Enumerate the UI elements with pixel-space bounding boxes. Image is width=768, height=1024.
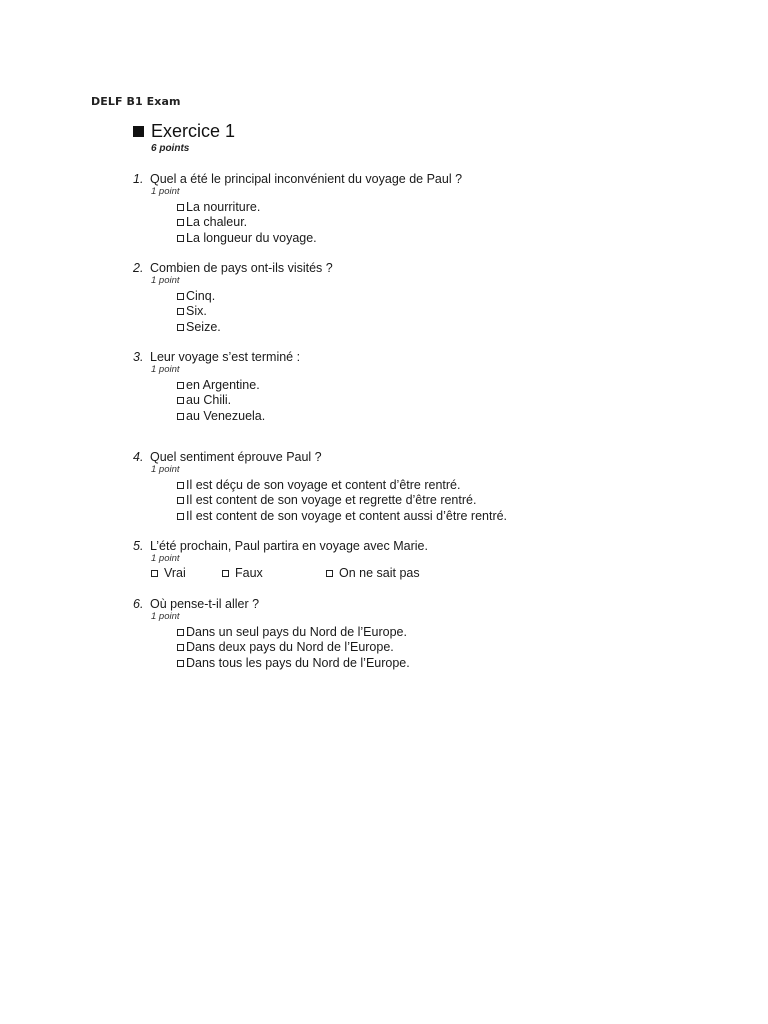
question-number: 1. <box>133 172 144 186</box>
option-label: en Argentine. <box>186 378 260 392</box>
option-label: La longueur du voyage. <box>186 230 317 245</box>
option[interactable] <box>177 625 410 640</box>
options-list <box>177 478 507 524</box>
checkbox-icon[interactable] <box>177 644 184 651</box>
option-label: Dans tous les pays du Nord de l’Europe. <box>186 655 410 670</box>
options-list <box>177 289 221 335</box>
option-label: Vrai <box>164 566 186 580</box>
option-label: Dans un seul pays du Nord de l’Europe. <box>186 625 407 639</box>
option-label: Dans deux pays du Nord de l’Europe. <box>186 640 394 655</box>
checkbox-icon[interactable] <box>177 293 184 300</box>
option-label: Il est content de son voyage et content aussi d’être rentré. <box>186 508 508 523</box>
option-label: au Venezuela. <box>186 408 266 423</box>
option[interactable] <box>177 478 507 493</box>
checkbox-icon[interactable] <box>222 570 229 577</box>
checkbox-icon[interactable] <box>177 660 184 667</box>
option-label: au Chili. <box>186 393 232 408</box>
question-text: Quel sentiment éprouve Paul ? <box>150 450 322 464</box>
question-text: Où pense-t-il aller ? <box>150 597 260 611</box>
option-label: Il est content de son voyage et regrette d’être rentré. <box>186 493 477 508</box>
question-3-line <box>133 349 300 365</box>
question-points: 1 point <box>151 275 180 286</box>
checkbox-icon[interactable] <box>177 382 184 389</box>
option[interactable] <box>177 509 507 524</box>
checkbox-icon[interactable] <box>177 497 184 504</box>
checkbox-icon[interactable] <box>177 413 184 420</box>
option[interactable] <box>177 656 410 671</box>
option-label: Il est déçu de son voyage et content d’être rentré. <box>186 478 461 492</box>
exercise-points: 6 points <box>151 143 190 154</box>
checkbox-icon[interactable] <box>177 324 184 331</box>
question-points: 1 point <box>151 611 180 622</box>
option-label: Six. <box>186 304 207 319</box>
question-5-line <box>133 538 428 554</box>
option[interactable] <box>177 304 221 319</box>
option[interactable] <box>177 320 221 335</box>
checkbox-icon[interactable] <box>177 219 184 226</box>
options-list <box>177 200 317 246</box>
checkbox-icon[interactable] <box>177 308 184 315</box>
option[interactable] <box>177 640 410 655</box>
question-text: Combien de pays ont-ils visités ? <box>150 261 333 275</box>
exercise-title <box>133 120 235 142</box>
option-label: Cinq. <box>186 289 216 303</box>
options-list <box>177 625 410 671</box>
option-label: Seize. <box>186 319 221 334</box>
exercise-title-text: Exercice 1 <box>151 121 236 141</box>
question-points: 1 point <box>151 364 180 375</box>
option[interactable] <box>177 393 265 408</box>
option[interactable] <box>177 493 507 508</box>
question-4-line <box>133 449 322 465</box>
option-vrai[interactable] <box>151 565 186 581</box>
checkbox-icon[interactable] <box>151 570 158 577</box>
option-on-ne-sait-pas[interactable] <box>326 565 420 581</box>
question-text: Leur voyage s’est terminé : <box>150 350 301 364</box>
option-label: La chaleur. <box>186 215 248 230</box>
question-points: 1 point <box>151 553 180 564</box>
options-list <box>177 378 265 424</box>
option-label: Faux <box>235 566 263 580</box>
question-points: 1 point <box>151 186 180 197</box>
checkbox-icon[interactable] <box>177 204 184 211</box>
option-label: On ne sait pas <box>339 566 420 580</box>
option-label: La nourriture. <box>186 200 261 214</box>
option[interactable] <box>177 200 317 215</box>
question-number: 6. <box>133 597 144 611</box>
document-header: DELF B1 Exam <box>91 95 181 108</box>
question-number: 2. <box>133 261 144 275</box>
question-2-line <box>133 260 333 276</box>
option[interactable] <box>177 215 317 230</box>
option[interactable] <box>177 231 317 246</box>
checkbox-icon[interactable] <box>177 235 184 242</box>
question-6-line <box>133 596 259 612</box>
option[interactable] <box>177 289 221 304</box>
question-text: L’été prochain, Paul partira en voyage avec Marie. <box>150 539 428 553</box>
bullet-square-icon <box>133 126 144 137</box>
question-points: 1 point <box>151 464 180 475</box>
option-faux[interactable] <box>222 565 263 581</box>
option[interactable] <box>177 409 265 424</box>
question-number: 4. <box>133 450 144 464</box>
question-1-line <box>133 171 462 187</box>
checkbox-icon[interactable] <box>326 570 333 577</box>
checkbox-icon[interactable] <box>177 629 184 636</box>
checkbox-icon[interactable] <box>177 482 184 489</box>
option[interactable] <box>177 378 265 393</box>
question-number: 3. <box>133 350 144 364</box>
checkbox-icon[interactable] <box>177 397 184 404</box>
question-number: 5. <box>133 539 144 553</box>
checkbox-icon[interactable] <box>177 513 184 520</box>
question-text: Quel a été le principal inconvénient du voyage de Paul ? <box>150 172 463 186</box>
